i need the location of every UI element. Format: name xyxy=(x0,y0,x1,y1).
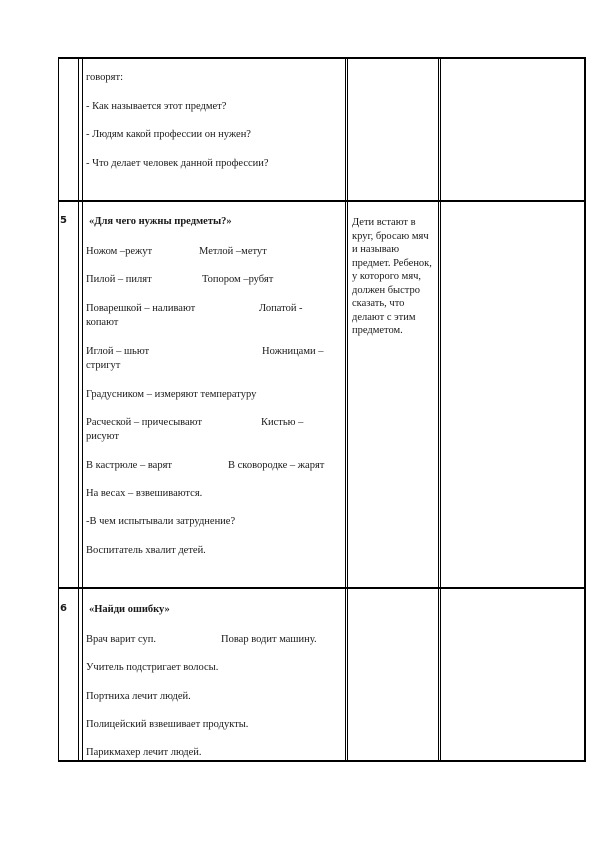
text-line: Воспитатель хвалит детей. xyxy=(86,545,206,556)
text-line: В кастрюле – варят xyxy=(86,460,172,471)
text-line: В сковородке – жарят xyxy=(228,460,325,471)
text-line: -В чем испытывали затруднение? xyxy=(86,516,236,527)
text-line: Ножницами – xyxy=(262,346,324,357)
text-line: На весах – взвешиваются. xyxy=(86,488,203,499)
text-line: рисуют xyxy=(86,431,119,442)
text-line: Топором –рубят xyxy=(202,274,274,285)
activity-description: Дети встают в круг, бросаю мяч и называю предмет. Ребенок, у которого мяч, должен быстро сказать, что делают с этим предметом. xyxy=(352,217,432,336)
text-line: - Что делает человек данной профессии? xyxy=(86,158,269,169)
column-divider-activity xyxy=(438,57,439,762)
text-line: Врач варит суп. xyxy=(86,634,156,645)
text-line: Учитель подстригает волосы. xyxy=(86,662,219,673)
text-line: Полицейский взвешивает продукты. xyxy=(86,719,249,730)
text-line: Лопатой - xyxy=(259,303,303,314)
text-line: Градусником – измеряют температуру xyxy=(86,389,257,400)
row-title: «Для чего нужны предметы?» xyxy=(89,216,232,227)
column-divider-content-inner xyxy=(347,57,348,762)
text-line: Повар водит машину. xyxy=(221,634,317,645)
text-line: Метлой –метут xyxy=(199,246,267,257)
text-line: говорят: xyxy=(86,72,124,83)
text-line: Ножом –режут xyxy=(86,246,153,257)
table-top-border xyxy=(58,57,586,59)
text-line: Иглой – шьют xyxy=(86,346,150,357)
row-title: «Найди ошибку» xyxy=(89,604,170,615)
row-divider-6 xyxy=(58,587,586,589)
text-line: Пилой – пилят xyxy=(86,274,152,285)
text-line: стригут xyxy=(86,360,121,371)
text-line: - Людям какой профессии он нужен? xyxy=(86,129,251,140)
table-right-border xyxy=(584,57,586,762)
text-line: Расческой – причесывают xyxy=(86,417,202,428)
column-divider-number xyxy=(78,57,79,762)
text-line: Портниха лечит людей. xyxy=(86,691,191,702)
text-line: копают xyxy=(86,317,119,328)
column-divider-activity-inner xyxy=(440,57,441,762)
table-left-border xyxy=(58,57,59,762)
table-bottom-border xyxy=(58,760,586,762)
row-divider-5 xyxy=(58,200,586,202)
text-line: - Как называется этот предмет? xyxy=(86,101,227,112)
column-divider-content xyxy=(345,57,346,762)
row-number: 6 xyxy=(60,603,67,614)
column-divider-number-inner xyxy=(82,57,83,762)
text-line: Поварешкой – наливают xyxy=(86,303,196,314)
row-number: 5 xyxy=(60,215,67,226)
text-line: Парикмахер лечит людей. xyxy=(86,747,202,758)
text-line: Кистью – xyxy=(261,417,304,428)
